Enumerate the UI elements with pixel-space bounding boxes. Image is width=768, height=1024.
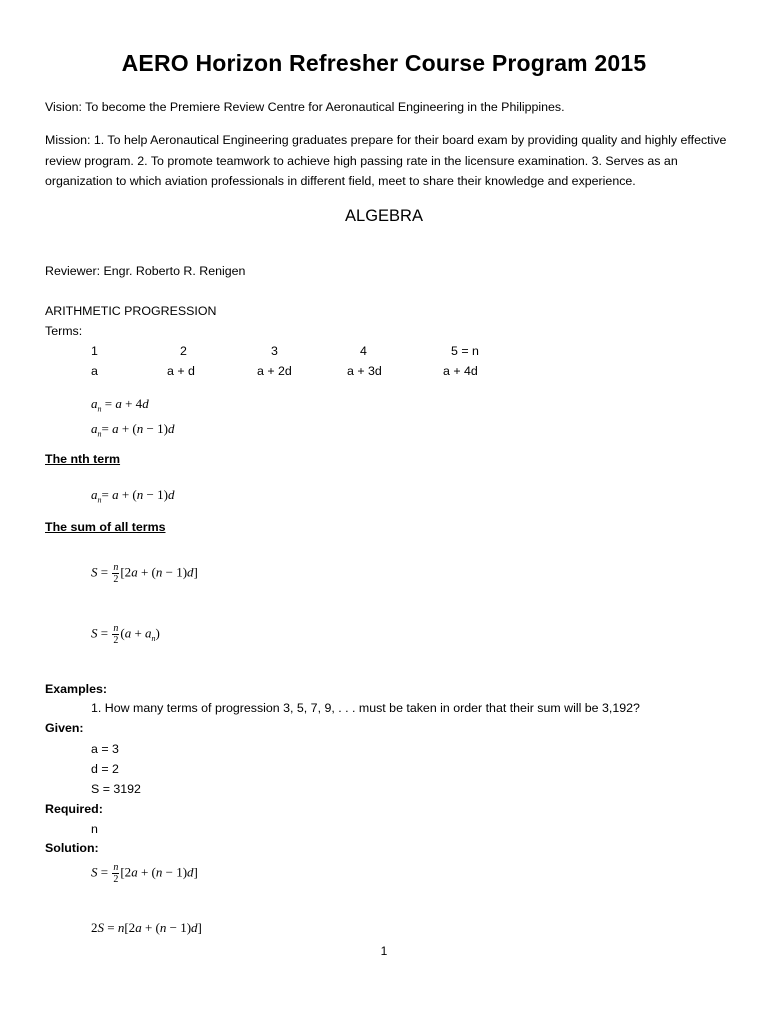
formula-solution-1: S = $\frac{n}{2}$ [2a + (n − 1)d] xyxy=(91,862,198,885)
formula-general-term: $a_n= a + (n - 1)d$ xyxy=(91,421,175,439)
term-value: a + 4d xyxy=(443,364,478,378)
formula-fifth-term: $a_n = a + 4d$ xyxy=(91,396,149,414)
required-label: Required: xyxy=(45,802,103,816)
term-number: 5 = n xyxy=(451,344,479,358)
reviewer-line: Reviewer: Engr. Roberto R. Renigen xyxy=(45,264,246,278)
section-heading: ALGEBRA xyxy=(345,207,423,225)
sum-heading: The sum of all terms xyxy=(45,520,166,534)
formula-solution-2: 2S = n[2a + (n − 1)d] xyxy=(91,920,202,935)
nth-term-heading: The nth term xyxy=(45,452,121,466)
vision-statement: Vision: To become the Premiere Review Centre for Aeronautical Engineering in the Philippines. xyxy=(45,100,565,114)
mission-statement: Mission: 1. To help Aeronautical Engineering graduates prepare for their board exam by providing quality and highly effective review program. 2. To promote teamwork to achieve high passing rate in the licensure examination. 3. Serves as an organization to which aviation professionals in different field, meet to share their knowledge and experience. xyxy=(45,133,727,188)
term-value: a + d xyxy=(167,364,195,378)
term-number: 2 xyxy=(180,344,187,358)
given-label: Given: xyxy=(45,721,84,735)
page-number: 1 xyxy=(380,944,388,958)
required-value: n xyxy=(91,822,98,836)
terms-label: Terms: xyxy=(45,324,83,338)
examples-label: Examples: xyxy=(45,682,107,696)
given-value: a = 3 xyxy=(91,742,119,756)
term-number: 1 xyxy=(91,344,98,358)
term-number: 3 xyxy=(271,344,278,358)
document-title: AERO Horizon Refresher Course Program 2015 xyxy=(121,50,647,76)
term-value: a xyxy=(91,364,98,378)
example-question: 1. How many terms of progression 3, 5, 7, 9, . . . must be taken in order that their sum will be 3,192? xyxy=(91,701,640,715)
given-value: d = 2 xyxy=(91,762,119,776)
formula-sum-2: S = $\frac{n}{2}$ $(a + a_n)$ xyxy=(91,623,160,646)
topic-heading: ARITHMETIC PROGRESSION xyxy=(45,304,217,318)
solution-label: Solution: xyxy=(45,841,99,855)
term-value: a + 2d xyxy=(257,364,292,378)
formula-nth-term: $a_n= a + (n - 1)d$ xyxy=(91,487,175,505)
term-value: a + 3d xyxy=(347,364,382,378)
given-value: S = 3192 xyxy=(91,782,141,796)
term-number: 4 xyxy=(360,344,367,358)
formula-sum-1: S = $\frac{n}{2}$ [2a + (n − 1)d] xyxy=(91,562,198,585)
